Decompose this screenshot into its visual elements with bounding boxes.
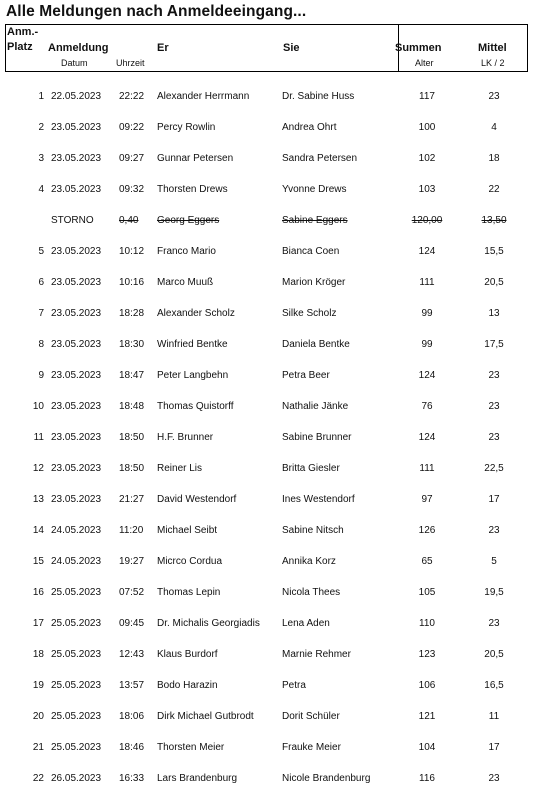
cell-er: Reiner Lis	[157, 463, 203, 474]
cell-date: STORNO	[51, 215, 94, 226]
cell-er: Bodo Harazin	[157, 680, 218, 691]
cell-time: 18:06	[119, 711, 145, 722]
cell-time: 19:27	[119, 556, 145, 567]
cell-sie: Sabine Eggers	[282, 215, 348, 226]
cell-sie: Yvonne Drews	[282, 184, 347, 195]
cell-date: 23.05.2023	[51, 246, 102, 257]
cell-time: 18:48	[119, 401, 145, 412]
cell-mittel: 15,5	[484, 246, 504, 257]
cell-sie: Sabine Nitsch	[282, 525, 344, 536]
cell-mittel: 19,5	[484, 587, 504, 598]
cell-mittel: 20,5	[484, 649, 504, 660]
table-row	[0, 680, 535, 711]
cell-sum: 111	[419, 277, 435, 288]
cell-date: 23.05.2023	[51, 339, 102, 350]
cell-date: 23.05.2023	[51, 184, 102, 195]
table-row	[0, 649, 535, 680]
cell-time: 12:43	[119, 649, 145, 660]
cell-mittel: 5	[491, 556, 497, 567]
table-row-storno	[0, 215, 535, 246]
cell-time: 10:12	[119, 246, 145, 257]
cell-mittel: 13	[488, 308, 500, 319]
cell-er: Klaus Burdorf	[157, 649, 218, 660]
cell-sum: 99	[421, 308, 433, 319]
cell-er: Alexander Herrmann	[157, 91, 250, 102]
cell-date: 25.05.2023	[51, 618, 102, 629]
cell-date: 23.05.2023	[51, 401, 102, 412]
cell-date: 25.05.2023	[51, 587, 102, 598]
cell-er: Micrco Cordua	[157, 556, 223, 567]
cell-mittel: 11	[488, 711, 500, 722]
table-row	[0, 184, 535, 215]
cell-er: Dr. Michalis Georgiadis	[157, 618, 260, 629]
cell-sum: 123	[418, 649, 436, 660]
cell-sum: 104	[418, 742, 436, 753]
table-row	[0, 122, 535, 153]
cell-no: 6	[38, 277, 44, 288]
cell-sum: 97	[421, 494, 433, 505]
cell-date: 25.05.2023	[51, 711, 102, 722]
header-lk: LK / 2	[481, 58, 505, 68]
cell-sie: Nicola Thees	[282, 587, 341, 598]
cell-time: 09:27	[119, 153, 145, 164]
cell-time: 10:16	[119, 277, 145, 288]
cell-time: 21:27	[119, 494, 145, 505]
cell-er: Thorsten Drews	[157, 184, 228, 195]
cell-no: 18	[32, 649, 44, 660]
cell-sie: Sabine Brunner	[282, 432, 352, 443]
cell-date: 25.05.2023	[51, 680, 102, 691]
cell-no: 13	[32, 494, 44, 505]
cell-sie: Ines Westendorf	[282, 494, 355, 505]
header-summen: Summen	[395, 42, 442, 54]
header-anm: Anm.-	[7, 26, 39, 38]
cell-sie: Marnie Rehmer	[282, 649, 351, 660]
cell-time: 18:47	[119, 370, 145, 381]
cell-time: 09:32	[119, 184, 145, 195]
cell-mittel: 4	[491, 122, 497, 133]
cell-no: 2	[38, 122, 44, 133]
table-row	[0, 525, 535, 556]
cell-er: Alexander Scholz	[157, 308, 235, 319]
cell-sie: Nathalie Jänke	[282, 401, 349, 412]
cell-date: 25.05.2023	[51, 649, 102, 660]
cell-mittel: 18	[488, 153, 500, 164]
cell-no: 7	[38, 308, 44, 319]
cell-mittel: 13,50	[481, 215, 507, 226]
cell-date: 23.05.2023	[51, 463, 102, 474]
cell-sie: Lena Aden	[282, 618, 330, 629]
cell-sie: Bianca Coen	[282, 246, 340, 257]
cell-er: Thomas Quistorff	[157, 401, 234, 412]
cell-sum: 120,00	[411, 215, 443, 226]
cell-sie: Sandra Petersen	[282, 153, 358, 164]
cell-er: Thorsten Meier	[157, 742, 225, 753]
cell-mittel: 17	[488, 494, 500, 505]
cell-sum: 106	[418, 680, 436, 691]
cell-sum: 105	[418, 587, 436, 598]
cell-sum: 126	[418, 525, 436, 536]
cell-date: 26.05.2023	[51, 773, 102, 784]
cell-time: 18:50	[119, 463, 145, 474]
cell-sum: 103	[418, 184, 436, 195]
cell-sie: Annika Korz	[282, 556, 336, 567]
table-row	[0, 153, 535, 184]
cell-mittel: 23	[488, 91, 500, 102]
header-anmeldung: Anmeldung	[48, 42, 109, 54]
cell-time: 09:45	[119, 618, 145, 629]
cell-sum: 110	[419, 618, 435, 629]
cell-er: Michael Seibt	[157, 525, 218, 536]
cell-er: Dirk Michael Gutbrodt	[157, 711, 254, 722]
table-row	[0, 742, 535, 773]
cell-mittel: 23	[488, 773, 500, 784]
table-header	[5, 24, 528, 72]
cell-mittel: 23	[488, 401, 500, 412]
cell-mittel: 23	[488, 525, 500, 536]
cell-sie: Dr. Sabine Huss	[282, 91, 355, 102]
cell-sie: Nicole Brandenburg	[282, 773, 371, 784]
cell-time: 18:28	[119, 308, 145, 319]
cell-time: 07:52	[119, 587, 145, 598]
cell-mittel: 23	[488, 370, 500, 381]
cell-sum: 102	[418, 153, 436, 164]
cell-sie: Dorit Schüler	[282, 711, 340, 722]
cell-date: 23.05.2023	[51, 308, 102, 319]
cell-no: 16	[32, 587, 44, 598]
cell-sum: 65	[421, 556, 433, 567]
cell-time: 18:50	[119, 432, 145, 443]
cell-no: 9	[38, 370, 44, 381]
cell-no: 8	[38, 339, 44, 350]
cell-time: 09:22	[119, 122, 145, 133]
cell-sie: Marion Kröger	[282, 277, 346, 288]
cell-time: 11:20	[119, 525, 144, 536]
cell-er: Peter Langbehn	[157, 370, 229, 381]
cell-er: Percy Rowlin	[157, 122, 216, 133]
header-sie: Sie	[283, 42, 300, 54]
cell-mittel: 17,5	[484, 339, 504, 350]
cell-time: 0,40	[119, 215, 139, 226]
cell-no: 19	[32, 680, 44, 691]
cell-no: 1	[38, 91, 44, 102]
cell-sum: 124	[418, 246, 436, 257]
table-row	[0, 91, 535, 122]
header-datum: Datum	[61, 58, 88, 68]
cell-mittel: 17	[488, 742, 500, 753]
header-uhrzeit: Uhrzeit	[116, 58, 145, 68]
cell-date: 23.05.2023	[51, 277, 102, 288]
cell-time: 16:33	[119, 773, 145, 784]
cell-date: 24.05.2023	[51, 556, 102, 567]
cell-er: Lars Brandenburg	[157, 773, 238, 784]
cell-date: 23.05.2023	[51, 122, 102, 133]
cell-no: 14	[32, 525, 44, 536]
cell-er: H.F. Brunner	[157, 432, 214, 443]
cell-no: 22	[32, 773, 44, 784]
cell-time: 22:22	[119, 91, 145, 102]
cell-mittel: 22	[488, 184, 500, 195]
cell-date: 24.05.2023	[51, 525, 102, 536]
table-row	[0, 556, 535, 587]
cell-er: Georg Eggers	[157, 215, 220, 226]
table-row	[0, 618, 535, 649]
cell-sum: 121	[418, 711, 436, 722]
cell-sum: 124	[418, 370, 436, 381]
cell-er: Franco Mario	[157, 246, 216, 257]
table-row	[0, 308, 535, 339]
table-row	[0, 277, 535, 308]
cell-mittel: 20,5	[484, 277, 504, 288]
cell-date: 23.05.2023	[51, 494, 102, 505]
table-row	[0, 401, 535, 432]
cell-no: 20	[32, 711, 44, 722]
table-row	[0, 246, 535, 277]
cell-sie: Britta Giesler	[282, 463, 340, 474]
cell-er: Gunnar Petersen	[157, 153, 234, 164]
table-row	[0, 339, 535, 370]
table-row	[0, 432, 535, 463]
cell-date: 23.05.2023	[51, 153, 102, 164]
table-row	[0, 711, 535, 742]
table-row	[0, 587, 535, 618]
cell-sum: 111	[419, 463, 435, 474]
cell-no: 17	[32, 618, 44, 629]
cell-mittel: 22,5	[484, 463, 504, 474]
cell-time: 18:30	[119, 339, 145, 350]
cell-sum: 116	[419, 773, 435, 784]
cell-sum: 100	[418, 122, 436, 133]
table-row	[0, 773, 535, 804]
cell-sie: Frauke Meier	[282, 742, 341, 753]
cell-er: David Westendorf	[157, 494, 237, 505]
cell-date: 23.05.2023	[51, 370, 102, 381]
cell-date: 25.05.2023	[51, 742, 102, 753]
cell-sie: Petra Beer	[282, 370, 330, 381]
cell-mittel: 23	[488, 618, 500, 629]
cell-no: 10	[32, 401, 44, 412]
cell-er: Winfried Bentke	[157, 339, 228, 350]
cell-date: 23.05.2023	[51, 432, 102, 443]
cell-no: 5	[38, 246, 44, 257]
cell-mittel: 16,5	[484, 680, 504, 691]
header-er: Er	[157, 42, 169, 54]
cell-time: 13:57	[119, 680, 145, 691]
cell-sum: 124	[418, 432, 436, 443]
header-alter: Alter	[415, 58, 434, 68]
cell-time: 18:46	[119, 742, 145, 753]
table-row	[0, 370, 535, 401]
cell-no: 21	[32, 742, 44, 753]
cell-no: 11	[33, 432, 44, 443]
cell-sie: Andrea Ohrt	[282, 122, 337, 133]
cell-no: 12	[32, 463, 44, 474]
cell-no: 15	[32, 556, 44, 567]
header-mittel: Mittel	[478, 42, 507, 54]
cell-er: Marco Muuß	[157, 277, 214, 288]
table-row	[0, 494, 535, 525]
cell-sie: Petra	[282, 680, 306, 691]
cell-sum: 99	[421, 339, 433, 350]
cell-sie: Daniela Bentke	[282, 339, 350, 350]
table-row	[0, 463, 535, 494]
cell-no: 3	[38, 153, 44, 164]
page-title: Alle Meldungen nach Anmeldeeingang...	[6, 3, 307, 20]
cell-sum: 76	[421, 401, 433, 412]
header-platz: Platz	[7, 41, 33, 53]
cell-sum: 117	[419, 91, 435, 102]
cell-mittel: 23	[488, 432, 500, 443]
cell-date: 22.05.2023	[51, 91, 102, 102]
cell-er: Thomas Lepin	[157, 587, 221, 598]
cell-sie: Silke Scholz	[282, 308, 337, 319]
cell-no: 4	[38, 184, 44, 195]
